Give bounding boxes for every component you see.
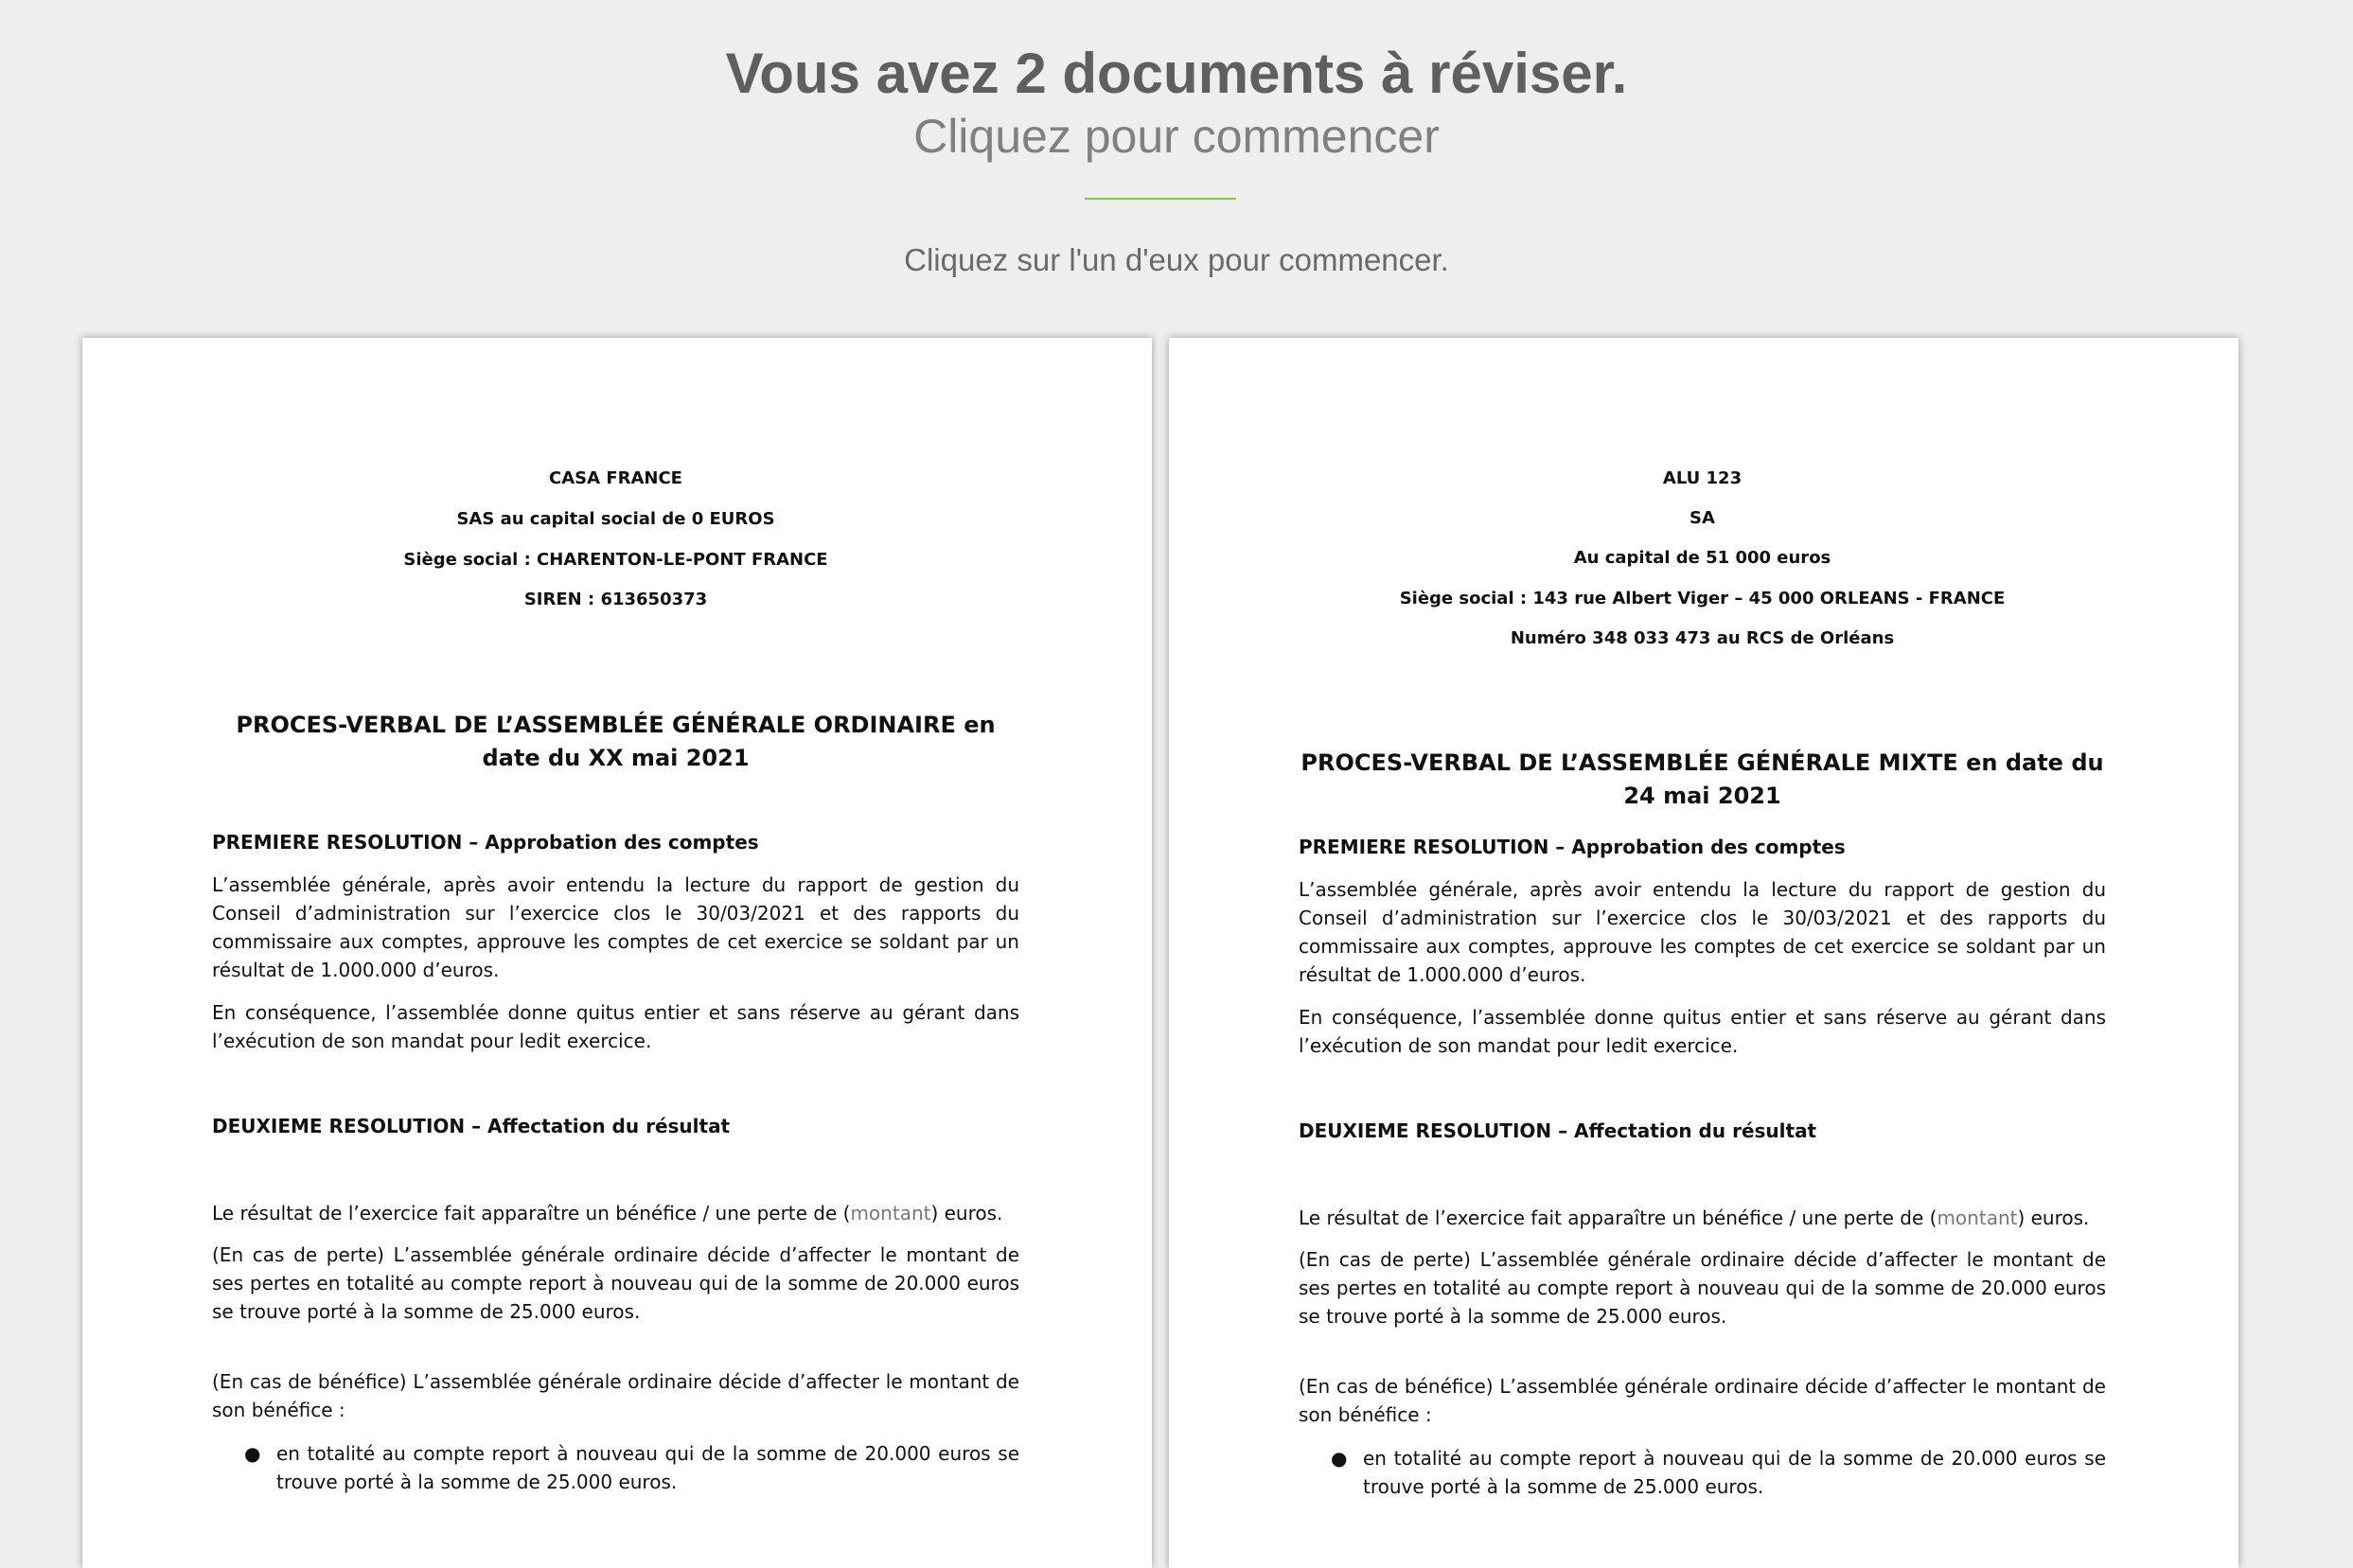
text-segment: Le résultat de l’exercice fait apparaître un bénéfice / une perte de ( bbox=[1299, 1207, 1937, 1229]
resolution-2-heading: DEUXIEME RESOLUTION – Affectation du résultat bbox=[1299, 1119, 1817, 1142]
amount-placeholder: montant bbox=[850, 1202, 931, 1224]
text-segment: ) euros. bbox=[2017, 1207, 2090, 1229]
company-name: CASA FRANCE bbox=[549, 468, 682, 488]
resolution-1-paragraph-2: En conséquence, l’assemblée donne quitus entier et sans réserve au gérant dans l’exécution de son mandat pour ledit exercice. bbox=[212, 1001, 1019, 1052]
resolution-2-paragraph-1 bbox=[212, 1199, 1019, 1227]
page-subtitle: Cliquez pour commencer bbox=[913, 110, 1440, 163]
resolution-2-paragraph-2: (En cas de perte) L’assemblée générale ordinaire décide d’affecter le montant de ses pertes en totalité au compte report à nouveau qui de la somme de 20.000 euros se trouve porté à la somme de 25.000 euros. bbox=[1299, 1248, 2106, 1328]
resolution-2-paragraph-3: (En cas de bénéfice) L’assemblée générale ordinaire décide d’affecter le montant de son bénéfice : bbox=[1299, 1375, 2106, 1426]
document-card-alu-123[interactable] bbox=[1169, 338, 2238, 1568]
text-segment: ) euros. bbox=[930, 1202, 1003, 1224]
document-card-casa-france[interactable] bbox=[82, 338, 1152, 1568]
company-capital: Au capital de 51 000 euros bbox=[1573, 548, 1831, 568]
resolution-1-heading: PREMIERE RESOLUTION – Approbation des comptes bbox=[212, 831, 759, 854]
company-rcs: Numéro 348 033 473 au RCS de Orléans bbox=[1510, 628, 1895, 648]
resolution-2-paragraph-1 bbox=[1299, 1204, 2106, 1232]
company-name: ALU 123 bbox=[1662, 468, 1743, 488]
list-item-text: en totalité au compte report à nouveau qui de la somme de 20.000 euros se trouve porté à la somme de 25.000 euros. bbox=[276, 1442, 1019, 1493]
company-address: Siège social : 143 rue Albert Viger – 45 000 ORLEANS - FRANCE bbox=[1399, 589, 2006, 608]
page-title: Vous avez 2 documents à réviser. bbox=[725, 42, 1628, 105]
bullet-icon: ● bbox=[1331, 1447, 1348, 1470]
amount-placeholder: montant bbox=[1937, 1207, 2018, 1229]
header-divider bbox=[1085, 198, 1236, 200]
resolution-2-paragraph-2: (En cas de perte) L’assemblée générale ordinaire décide d’affecter le montant de ses pertes en totalité au compte report à nouveau qui de la somme de 20.000 euros se trouve porté à la somme de 25.000 euros. bbox=[212, 1243, 1019, 1323]
resolution-1-paragraph-1: L’assemblée générale, après avoir entendu la lecture du rapport de gestion du Conseil d’administration sur l’exercice clos le 30/03/2021 et des rapports du commissaire aux comptes, approuve les comptes de cet exercice se soldant par un résultat de 1.000.000 d’euros. bbox=[1299, 878, 2106, 986]
resolution-2-paragraph-3: (En cas de bénéfice) L’assemblée générale ordinaire décide d’affecter le montant de son bénéfice : bbox=[212, 1370, 1019, 1421]
resolution-1-paragraph-1: L’assemblée générale, après avoir entendu la lecture du rapport de gestion du Conseil d’administration sur l’exercice clos le 30/03/2021 et des rapports du commissaire aux comptes, approuve les comptes de cet exercice se soldant par un résultat de 1.000.000 d’euros. bbox=[212, 873, 1019, 981]
resolution-1-paragraph-2: En conséquence, l’assemblée donne quitus entier et sans réserve au gérant dans l’exécution de son mandat pour ledit exercice. bbox=[1299, 1006, 2106, 1057]
document-title: PROCES-VERBAL DE L’ASSEMBLÉE GÉNÉRALE ORDINAIRE en date du XX mai 2021 bbox=[236, 712, 996, 771]
company-address: Siège social : CHARENTON-LE-PONT FRANCE bbox=[403, 550, 828, 570]
resolution-2-heading: DEUXIEME RESOLUTION – Affectation du résultat bbox=[212, 1115, 731, 1137]
resolution-1-heading: PREMIERE RESOLUTION – Approbation des comptes bbox=[1299, 836, 1846, 858]
company-legal-form: SA bbox=[1690, 508, 1715, 528]
list-item-text: en totalité au compte report à nouveau qui de la somme de 20.000 euros se trouve porté à la somme de 25.000 euros. bbox=[1363, 1447, 2106, 1498]
company-siren: SIREN : 613650373 bbox=[523, 590, 708, 609]
instruction-text: Cliquez sur l'un d'eux pour commencer. bbox=[904, 242, 1449, 277]
document-title: PROCES-VERBAL DE L’ASSEMBLÉE GÉNÉRALE MIXTE en date du 24 mai 2021 bbox=[1300, 749, 2104, 809]
text-segment: Le résultat de l’exercice fait apparaître un bénéfice / une perte de ( bbox=[212, 1202, 851, 1224]
company-legal-form: SAS au capital social de 0 EUROS bbox=[456, 509, 775, 529]
bullet-icon: ● bbox=[244, 1442, 261, 1465]
